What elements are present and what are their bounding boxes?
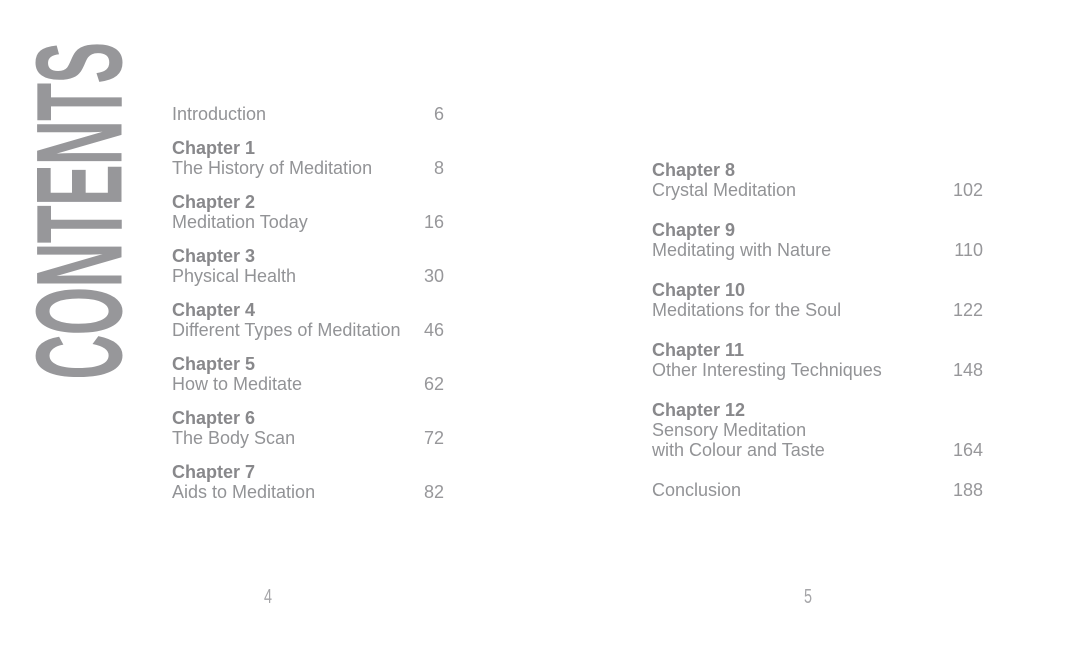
toc-entry-chapter-7	[172, 462, 444, 502]
entry-page-number: 188	[952, 480, 983, 500]
chapter-label: Chapter 2	[172, 192, 256, 212]
folio-page-number-right: 5	[803, 584, 812, 608]
toc-entry-chapter-6	[172, 408, 444, 448]
toc-entry-chapter-11	[652, 340, 983, 380]
chapter-label: Chapter 3	[172, 246, 256, 266]
entry-title: Other Interesting Techniques	[652, 360, 882, 380]
entry-title: Meditations for the Soul	[652, 300, 842, 320]
entry-page-number: 6	[433, 104, 444, 124]
chapter-label: Chapter 5	[172, 354, 256, 374]
entry-page-number: 164	[952, 440, 983, 460]
entry-title: Conclusion	[652, 480, 742, 500]
toc-entry-chapter-9	[652, 220, 983, 260]
entry-page-number: 122	[952, 300, 983, 320]
chapter-label: Chapter 8	[652, 160, 736, 180]
entry-title: Aids to Meditation	[172, 482, 316, 502]
entry-page-number: 16	[423, 212, 444, 232]
toc-entry-chapter-10	[652, 280, 983, 320]
chapter-label: Chapter 11	[652, 340, 745, 360]
toc-column-left	[172, 104, 444, 516]
toc-entry-conclusion	[652, 480, 983, 500]
toc-entry-chapter-3	[172, 246, 444, 286]
entry-title: Introduction	[172, 104, 267, 124]
chapter-label: Chapter 7	[172, 462, 256, 482]
entry-title: The Body Scan	[172, 428, 296, 448]
entry-page-number: 62	[423, 374, 444, 394]
entry-title: Meditating with Nature	[652, 240, 832, 260]
toc-entry-chapter-5	[172, 354, 444, 394]
entry-title: Meditation Today	[172, 212, 308, 232]
chapter-label: Chapter 9	[652, 220, 736, 240]
entry-page-number: 148	[952, 360, 983, 380]
toc-column-right	[652, 160, 983, 520]
page-title: CONTENTS	[11, 42, 149, 380]
entry-page-number: 102	[952, 180, 983, 200]
entry-title: The History of Meditation	[172, 158, 373, 178]
chapter-label: Chapter 10	[652, 280, 746, 300]
toc-entry-chapter-12	[652, 400, 983, 460]
toc-entry-introduction	[172, 104, 444, 124]
entry-title: Crystal Meditation	[652, 180, 797, 200]
toc-entry-chapter-2	[172, 192, 444, 232]
entry-page-number: 72	[423, 428, 444, 448]
entry-page-number: 82	[423, 482, 444, 502]
entry-page-number: 30	[423, 266, 444, 286]
chapter-label: Chapter 4	[172, 300, 256, 320]
toc-entry-chapter-4	[172, 300, 444, 340]
entry-title-line-2: with Colour and Taste	[652, 440, 825, 460]
toc-entry-chapter-8	[652, 160, 983, 200]
toc-entry-chapter-1	[172, 138, 444, 178]
folio-page-number-left: 4	[263, 584, 272, 608]
entry-title: Different Types of Meditation	[172, 320, 401, 340]
entry-title	[652, 420, 953, 460]
entry-title: How to Meditate	[172, 374, 303, 394]
entry-page-number: 110	[954, 240, 983, 260]
entry-page-number: 8	[433, 158, 444, 178]
chapter-label: Chapter 1	[172, 138, 256, 158]
chapter-label: Chapter 12	[652, 400, 746, 420]
entry-title-line-1: Sensory Meditation	[652, 420, 807, 440]
entry-page-number: 46	[423, 320, 444, 340]
chapter-label: Chapter 6	[172, 408, 256, 428]
entry-title: Physical Health	[172, 266, 297, 286]
